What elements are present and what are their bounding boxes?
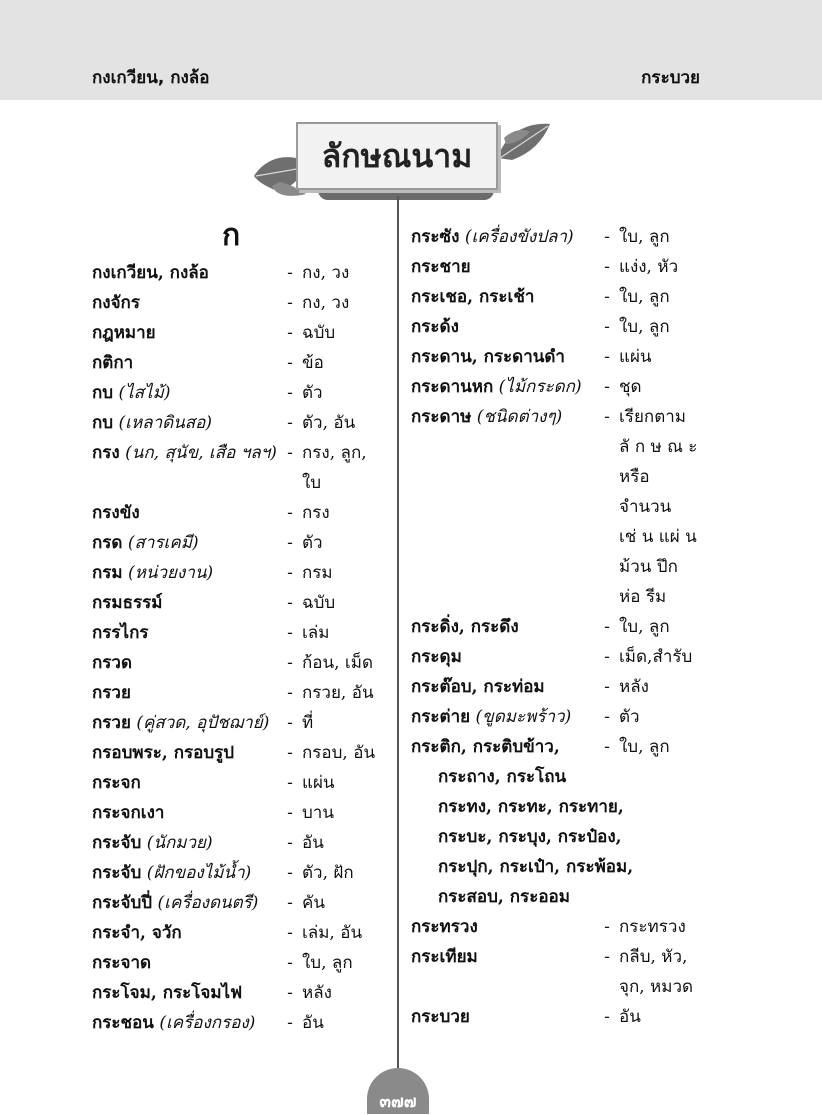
dictionary-entry	[92, 438, 392, 498]
dictionary-entry	[92, 768, 392, 798]
dictionary-entry	[92, 888, 392, 918]
entry-classifier	[302, 678, 392, 708]
classifier-line: จำนวน	[619, 497, 672, 517]
entry-word: กรงขัง	[92, 503, 140, 523]
entry-classifier	[302, 738, 392, 768]
entry-word: กระทรวง	[411, 917, 478, 937]
classifier-line: ลั ก ษ ณ ะ	[619, 437, 698, 457]
dictionary-entry	[411, 642, 721, 672]
entry-dash: -	[287, 1013, 293, 1033]
entry-continuation-line: กระสอบ, กระออม	[438, 887, 570, 907]
dictionary-entry	[92, 678, 392, 708]
entry-word: กระบวย	[411, 1007, 470, 1027]
dictionary-entry	[411, 1002, 721, 1032]
entry-classifier	[619, 222, 721, 252]
classifier-line: ตัว	[619, 707, 640, 727]
section-title: ลักษณนาม	[296, 122, 498, 190]
entry-classifier	[302, 828, 392, 858]
entry-dash: -	[287, 383, 293, 403]
entry-word: กระจก	[92, 773, 141, 793]
entry-continuation-line: กระปุก, กระเป๋า, กระพ้อม,	[438, 857, 634, 877]
entry-headword	[411, 942, 595, 1002]
classifier-line: ตัว, ฝัก	[302, 863, 354, 883]
classifier-line: กรม	[302, 563, 333, 583]
entry-word: กระจกเงา	[92, 803, 165, 823]
classifier-line: เม็ด,สำรับ	[619, 647, 693, 667]
dictionary-entry	[92, 318, 392, 348]
entry-headword	[92, 678, 278, 708]
entry-headword	[411, 642, 595, 672]
classifier-line: ใบ, ลูก	[619, 317, 670, 337]
classifier-line: แผ่น	[302, 773, 335, 793]
entry-dash: -	[287, 863, 293, 883]
entry-classifier	[302, 348, 392, 378]
classifier-line: กรง, ลูก,	[302, 443, 367, 463]
column-divider	[397, 196, 399, 1076]
entry-note: (เครื่องกรอง)	[159, 1013, 256, 1033]
classifier-line: ข้อ	[302, 353, 324, 373]
dictionary-entry	[92, 858, 392, 888]
classifier-line: ใบ, ลูก	[619, 287, 670, 307]
entry-word: กระด้ง	[411, 317, 459, 337]
classifier-line: ฉบับ	[302, 323, 336, 343]
entry-word: กฎหมาย	[92, 323, 156, 343]
classifier-line: อัน	[302, 833, 324, 853]
entry-classifier	[619, 282, 721, 312]
entry-dash: -	[287, 293, 293, 313]
entry-headword	[92, 318, 278, 348]
entry-continuation-line: กระทง, กระทะ, กระทาย,	[438, 797, 624, 817]
section-letter: ก	[222, 218, 241, 253]
dictionary-entry	[411, 282, 721, 312]
entry-headword	[92, 648, 278, 678]
entry-headword	[92, 888, 278, 918]
classifier-line: ใบ, ลูก	[619, 737, 670, 757]
entry-headword	[92, 708, 278, 738]
dictionary-entry	[411, 912, 721, 942]
dictionary-entry	[92, 588, 392, 618]
entry-word: กบ	[92, 383, 114, 403]
entry-note: (เครื่องขังปลา)	[464, 227, 574, 247]
dictionary-entry	[92, 798, 392, 828]
entry-headword	[92, 858, 278, 888]
entry-classifier	[302, 258, 392, 288]
dictionary-entry	[92, 408, 392, 438]
classifier-line: เล่ม, อัน	[302, 923, 363, 943]
entry-word: กระเทียม	[411, 947, 478, 967]
entry-word: กระติก, กระติบข้าว,	[411, 737, 560, 757]
entry-headword	[92, 258, 278, 288]
dictionary-entry	[92, 288, 392, 318]
entry-classifier	[619, 642, 721, 672]
classifier-line: กรง	[302, 503, 330, 523]
entry-classifier	[302, 708, 392, 738]
entry-dash: -	[287, 743, 293, 763]
dictionary-entry	[92, 708, 392, 738]
entry-classifier	[619, 912, 721, 942]
classifier-line: คัน	[302, 893, 325, 913]
entry-classifier	[619, 252, 721, 282]
classifier-line: จุก, หมวด	[619, 977, 694, 997]
entry-headword	[92, 498, 278, 528]
entry-headword	[92, 798, 278, 828]
entry-headword	[411, 402, 595, 612]
entry-dash: -	[604, 257, 610, 277]
entry-classifier	[619, 942, 721, 1002]
entry-word: กระจับ	[92, 863, 142, 883]
entry-classifier	[302, 798, 392, 828]
classifier-line: หลัง	[302, 983, 332, 1003]
classifier-line: กง, วง	[302, 263, 350, 283]
entry-word: กรด	[92, 533, 123, 553]
entry-note: (ไสไม้)	[118, 383, 171, 403]
page-header	[0, 0, 822, 100]
classifier-line: ตัว	[302, 533, 323, 553]
entry-word: กระจำ, จวัก	[92, 923, 182, 943]
entry-classifier	[302, 528, 392, 558]
entry-classifier	[302, 948, 392, 978]
entry-headword	[411, 222, 595, 252]
entry-continuation-line: กระถาง, กระโถน	[438, 767, 567, 787]
entry-headword	[411, 672, 595, 702]
classifier-line: ใบ, ลูก	[619, 617, 670, 637]
entry-word: กงจักร	[92, 293, 140, 313]
entry-word: กระดิ่ง, กระดึง	[411, 617, 519, 637]
classifier-line: ก้อน, เม็ด	[302, 653, 373, 673]
dictionary-entry	[411, 942, 721, 1002]
classifier-line: กลีบ, หัว,	[619, 947, 688, 967]
dictionary-entry	[411, 222, 721, 252]
entry-dash: -	[604, 707, 610, 727]
entry-word: กติกา	[92, 353, 134, 373]
dictionary-entry	[92, 348, 392, 378]
leaf-right-icon	[494, 118, 554, 168]
entry-note: (ฝักของไม้น้ำ)	[146, 863, 252, 883]
entry-dash: -	[287, 443, 293, 463]
entry-word: กระโจม, กระโจมไฟ	[92, 983, 243, 1003]
entry-note: (คู่สวด, อุปัชฌาย์)	[136, 713, 270, 733]
entry-dash: -	[604, 377, 610, 397]
entry-classifier	[619, 402, 721, 612]
classifier-line: แง่ง, หัว	[619, 257, 679, 277]
entry-word: กระเชอ, กระเช้า	[411, 287, 535, 307]
entry-word: กรง	[92, 443, 120, 463]
entry-headword	[92, 978, 278, 1008]
entry-classifier	[619, 372, 721, 402]
dictionary-entry	[92, 558, 392, 588]
header-left-guide-word: กงเกวียน, กงล้อ	[92, 68, 210, 88]
entry-headword	[411, 282, 595, 312]
entry-headword	[411, 372, 595, 402]
classifier-line: เรียกตาม	[619, 407, 686, 427]
entry-dash: -	[287, 773, 293, 793]
dictionary-entry	[411, 252, 721, 282]
entry-dash: -	[287, 953, 293, 973]
entry-word: กระจับปี่	[92, 893, 153, 913]
dictionary-entry	[92, 528, 392, 558]
entry-classifier	[302, 438, 392, 498]
classifier-line: แผ่น	[619, 347, 652, 367]
page-number: ๓๗๗	[379, 1092, 417, 1112]
entry-classifier	[302, 588, 392, 618]
entry-classifier	[619, 312, 721, 342]
entry-dash: -	[287, 413, 293, 433]
entry-classifier	[302, 288, 392, 318]
entry-dash: -	[604, 947, 610, 967]
header-right-guide-word: กระบวย	[641, 68, 700, 88]
entry-dash: -	[604, 917, 610, 937]
entry-classifier	[619, 342, 721, 372]
entry-headword	[92, 1008, 278, 1038]
entry-dash: -	[604, 1007, 610, 1027]
classifier-line: ใบ, ลูก	[302, 953, 353, 973]
entry-classifier	[302, 978, 392, 1008]
entry-classifier	[302, 858, 392, 888]
entry-dash: -	[604, 617, 610, 637]
entry-headword	[411, 912, 595, 942]
entry-headword	[92, 378, 278, 408]
entry-word: กรรไกร	[92, 623, 149, 643]
classifier-line: ที่	[302, 713, 314, 733]
entry-dash: -	[287, 623, 293, 643]
entry-note: (เครื่องดนตรี)	[157, 893, 259, 913]
entry-word: กระดานหก	[411, 377, 494, 397]
entry-note: (นักมวย)	[146, 833, 213, 853]
dictionary-entry	[411, 372, 721, 402]
dictionary-entry	[411, 672, 721, 702]
entry-note: (หน่วยงาน)	[128, 563, 214, 583]
entry-classifier	[302, 378, 392, 408]
entry-word: กระต๊อบ, กระท่อม	[411, 677, 545, 697]
entry-dash: -	[604, 737, 610, 757]
dictionary-entry	[92, 1008, 392, 1038]
entry-word: กระดุม	[411, 647, 462, 667]
entry-headword	[411, 342, 595, 372]
classifier-line: ชุด	[619, 377, 642, 397]
classifier-line: กรอบ, อัน	[302, 743, 376, 763]
classifier-line: ใบ, ลูก	[619, 227, 670, 247]
classifier-line: ใบ	[302, 473, 322, 493]
entry-dash: -	[287, 653, 293, 673]
entry-dash: -	[287, 263, 293, 283]
classifier-line: กรวย, อัน	[302, 683, 374, 703]
entry-word: กรมธรรม์	[92, 593, 163, 613]
entry-word: กรวด	[92, 653, 133, 673]
entry-note: (ขูดมะพร้าว)	[475, 707, 572, 727]
entry-headword	[92, 438, 278, 498]
entry-headword	[92, 408, 278, 438]
entry-dash: -	[287, 983, 293, 1003]
entry-note: (ไม้กระดก)	[498, 377, 582, 397]
entry-word: กรวย	[92, 713, 131, 733]
classifier-line: ตัว, อัน	[302, 413, 356, 433]
entry-classifier	[302, 558, 392, 588]
classifier-line: ม้วน ปึก	[619, 557, 678, 577]
entry-headword	[411, 252, 595, 282]
entry-classifier	[302, 648, 392, 678]
entry-headword	[411, 702, 595, 732]
classifier-line: หลัง	[619, 677, 649, 697]
entry-word: กระซัง	[411, 227, 460, 247]
classifier-line: หรือ	[619, 467, 650, 487]
dictionary-entry	[411, 702, 721, 732]
entry-headword	[92, 528, 278, 558]
entry-word: กรม	[92, 563, 123, 583]
dictionary-entry	[411, 342, 721, 372]
entry-headword	[92, 828, 278, 858]
dictionary-entry	[92, 828, 392, 858]
dictionary-entry	[92, 648, 392, 678]
entry-dash: -	[604, 347, 610, 367]
entry-headword	[411, 312, 595, 342]
dictionary-entry	[411, 612, 721, 642]
entry-classifier	[302, 1008, 392, 1038]
entry-dash: -	[604, 287, 610, 307]
entry-headword	[411, 612, 595, 642]
entry-dash: -	[287, 353, 293, 373]
entry-headword	[92, 558, 278, 588]
entry-classifier	[302, 498, 392, 528]
entry-dash: -	[287, 593, 293, 613]
classifier-line: ตัว	[302, 383, 323, 403]
entry-word: กรวย	[92, 683, 131, 703]
entry-classifier	[302, 918, 392, 948]
dictionary-entry	[92, 258, 392, 288]
entry-word: กระชอน	[92, 1013, 154, 1033]
dictionary-entry	[92, 978, 392, 1008]
classifier-line: ฉบับ	[302, 593, 336, 613]
dictionary-entry	[92, 498, 392, 528]
entry-headword	[92, 288, 278, 318]
classifier-line: ห่อ รีม	[619, 587, 667, 607]
entry-classifier	[302, 618, 392, 648]
entry-dash: -	[287, 323, 293, 343]
entry-dash: -	[287, 803, 293, 823]
entry-dash: -	[604, 407, 610, 427]
entry-dash: -	[604, 647, 610, 667]
dictionary-entry	[411, 732, 721, 762]
entry-headword	[92, 588, 278, 618]
entry-headword	[92, 948, 278, 978]
classifier-line: กง, วง	[302, 293, 350, 313]
classifier-line: เช่ น แผ่ น	[619, 527, 697, 547]
entry-classifier	[619, 702, 721, 732]
entry-dash: -	[287, 923, 293, 943]
entry-word: กระชาย	[411, 257, 471, 277]
classifier-line: กระทรวง	[619, 917, 686, 937]
entry-headword	[92, 918, 278, 948]
left-column	[92, 258, 392, 1038]
entry-classifier	[302, 888, 392, 918]
classifier-line: อัน	[302, 1013, 324, 1033]
classifier-line: บาน	[302, 803, 334, 823]
entry-word: กระดาน, กระดานดำ	[411, 347, 565, 367]
entry-dash: -	[287, 833, 293, 853]
entry-dash: -	[287, 713, 293, 733]
entry-note: (สารเคมี)	[127, 533, 199, 553]
entry-note: (เหลาดินสอ)	[118, 413, 212, 433]
entry-classifier	[302, 408, 392, 438]
entry-headword	[411, 732, 595, 762]
classifier-line: เล่ม	[302, 623, 330, 643]
entry-note: (ชนิดต่างๆ)	[476, 407, 563, 427]
entry-dash: -	[604, 677, 610, 697]
entry-classifier	[619, 732, 721, 762]
dictionary-entry	[92, 618, 392, 648]
entry-classifier	[619, 1002, 721, 1032]
right-column	[411, 222, 721, 1032]
entry-headword	[411, 1002, 595, 1032]
classifier-line: อัน	[619, 1007, 641, 1027]
entry-word: กระจาด	[92, 953, 152, 973]
dictionary-entry	[411, 402, 721, 612]
entry-dash: -	[287, 563, 293, 583]
entry-headword	[92, 768, 278, 798]
entry-word: กระต่าย	[411, 707, 471, 727]
entry-headword	[92, 348, 278, 378]
entry-note: (นก, สุนัข, เสือ ฯลฯ)	[125, 443, 277, 463]
entry-dash: -	[604, 227, 610, 247]
entry-dash: -	[287, 683, 293, 703]
entry-classifier	[619, 672, 721, 702]
dictionary-entry	[92, 378, 392, 408]
entry-word: กงเกวียน, กงล้อ	[92, 263, 209, 283]
entry-word: กระดาษ	[411, 407, 472, 427]
entry-headword	[92, 618, 278, 648]
entry-dash: -	[604, 317, 610, 337]
entry-classifier	[302, 318, 392, 348]
entry-word: กบ	[92, 413, 114, 433]
dictionary-entry	[411, 312, 721, 342]
dictionary-entry	[92, 948, 392, 978]
entry-classifier	[302, 768, 392, 798]
entry-dash: -	[287, 893, 293, 913]
entry-dash: -	[287, 533, 293, 553]
entry-continuation-line: กระบะ, กระบุง, กระป๋อง,	[438, 827, 622, 847]
entry-dash: -	[287, 503, 293, 523]
dictionary-entry	[92, 738, 392, 768]
entry-headword	[92, 738, 278, 768]
entry-classifier	[619, 612, 721, 642]
dictionary-entry	[92, 918, 392, 948]
entry-word: กระจับ	[92, 833, 142, 853]
entry-word: กรอบพระ, กรอบรูป	[92, 743, 235, 763]
